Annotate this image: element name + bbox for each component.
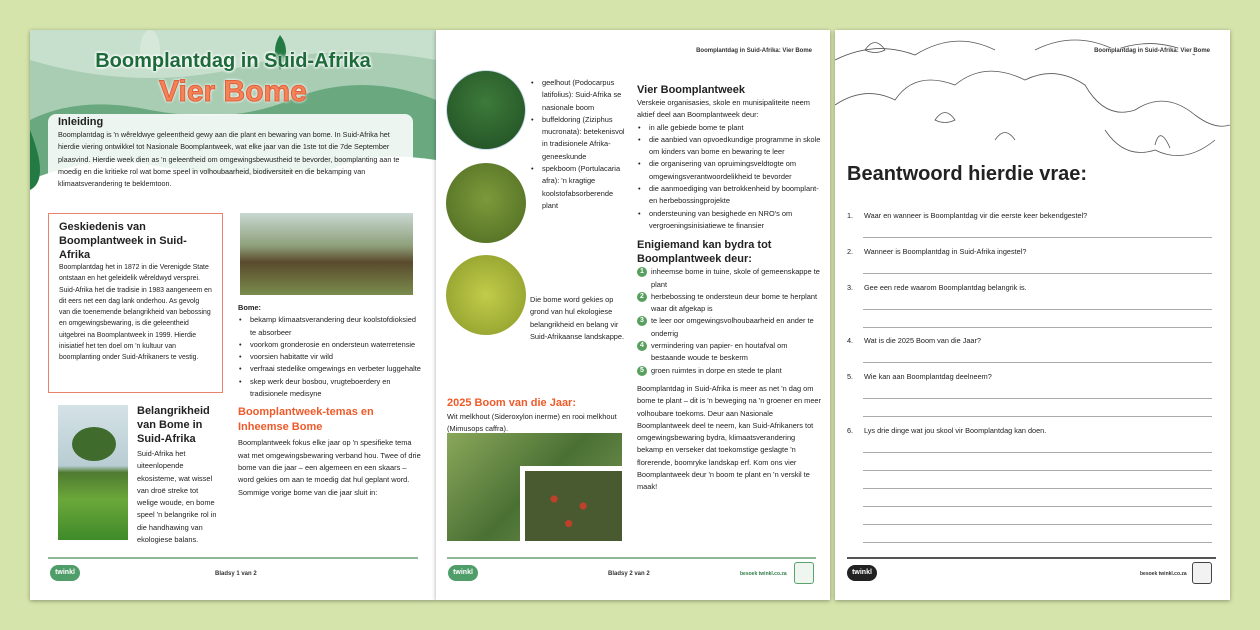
intro-text: Boomplantdag is 'n wêreldwye geleentheid gewy aan die plant en bewaring van bome. In Suid-Afrika het hierdie viering ontwikkel tot Nasionale Boomplantweek, wat elke jaar van die 1ste tot die 7de September plaasvind. Hierdie week dien as 'n geleentheid om omgewingsbewustheid te bevorder, boomplanting aan te moedig en die kritieke rol wat bome speel in volhoubaarheid, biodiversiteit en die bekamping van klimaatsverandering te beklemtoon. [58,130,400,189]
bome-list [238,314,423,400]
history-heading: Geskiedenis van Boomplantweek in Suid-Afrika [59,221,187,261]
list-item: • ondersteuning van besighede en NRO's om vergroeningsinisiatiewe te finansier [637,208,822,233]
list-item: • voorsien habitatte vir wild [238,351,423,363]
list-item: • geelhout (Podocarpus latifolius): Suid-Afrika se nasionale boom [530,77,626,114]
answer-line[interactable] [863,506,1212,507]
number-badge: 3 [637,316,647,326]
page-2 [436,30,830,600]
question-5: 5. Wie kan aan Boomplantdag deelneem? [847,372,992,381]
page-number: Bladsy 1 van 2 [215,571,257,577]
page-3 [835,30,1230,600]
page-number: Bladsy 2 van 2 [608,571,650,577]
melkhout-image [447,433,622,541]
list-item: • buffeldoring (Ziziphus mucronata): betekenisvol in tradisionele Afrika-geneeskunde [530,114,626,163]
question-4: 4. Wat is die 2025 Boom van die Jaar? [847,336,981,345]
contribute-heading: Enigiemand kan bydra tot Boomplantweek deur: [637,239,772,266]
list-item: • skep werk deur bosbou, vrugteboerdery en tradisionele medisyne [238,376,423,401]
list-item: 2 herbebossing te ondersteun deur bome te herplant waar dit afgekap is [637,291,822,316]
worksheet-title: Beantwoord hierdie vrae: [847,163,1088,185]
list-item: 1 inheemse bome in tuine, skole of gemeenskappe te plant [637,266,822,291]
twinkl-logo: twinkl [448,565,478,581]
list-item: • bekamp klimaatsverandering deur koolstofdioksied te absorbeer [238,314,423,339]
answer-line[interactable] [863,524,1212,525]
page-header: Boomplantdag in Suid-Afrika: Vier Bome [1094,48,1210,54]
question-1: 1. Waar en wanneer is Boomplantdag vir die eerste keer bekendgestel? [847,211,1088,220]
trees-list [530,77,626,212]
spekboom-image [446,255,526,335]
answer-line[interactable] [863,309,1212,310]
buffeldoring-image [446,163,526,243]
page-header: Boomplantdag in Suid-Afrika: Vier Bome [696,48,812,54]
website-link[interactable]: besoek twinkl.co.za [1140,571,1187,577]
geelhout-image [446,70,526,150]
footer-divider [48,557,418,559]
website-link[interactable]: besoek twinkl.co.za [740,571,787,577]
answer-line[interactable] [863,416,1212,417]
melkhout-fruit-image [520,466,622,541]
importance-heading: Belangrikheid van Bome in Suid-Afrika [137,405,210,445]
list-item: • verfraai stedelike omgewings en verbeter luggehalte [238,363,423,375]
themes-text: Boomplantweek fokus elke jaar op 'n spesifieke tema wat met omgewingsbewaring verband hou. Twee of drie bome van die jaar – een algemeen en een skaars – word gekies om aan te moedig dat hul geplant word. Sommige vorige bome van die jaar sluit in: [238,438,421,497]
answer-line[interactable] [863,273,1212,274]
tree-of-year-text: Wit melkhout (Sideroxylon inerme) en rooi melkhout (Mimusops caffra). [447,412,617,434]
answer-line[interactable] [863,362,1212,363]
page-1 [30,30,436,600]
answer-line[interactable] [863,452,1212,453]
answer-line[interactable] [863,327,1212,328]
twinkl-logo: twinkl [847,565,877,581]
list-item: • die aanmoediging van betrokkenheid by boomplant- en herbebossingprojekte [637,183,822,208]
history-box [48,213,223,393]
quality-badge-icon [1192,562,1212,584]
history-text: Boomplantdag het in 1872 in die Verenigde State ontstaan en het geleidelik wêreldwyd versprei. Suid-Afrika het die tradisie in 1983 aangeneem en dit eers net een dag lank onderhou. As gevolg van die toenemende belangrikheid van bebossing en omgewingsbewaring, is die geleentheid uitgebrei na Boomplantweek in 1999. Hierdie inisiatief het ten doel om 'n kultuur van boomplanting onder Suid-Afrikaners te vestig. [59,264,212,362]
list-item: • voorkom gronderosie en ondersteun waterretensie [238,339,423,351]
list-item: • die aanbied van opvoedkundige programme in skole om kinders van bome en bewaring te leer [637,134,822,159]
importance-text: Suid-Afrika het uiteenlopende ekosisteme, wat wissel van droë streke tot welige woude, en bome speel 'n belangrike rol in die handhawing van ekologiese balans. [137,449,217,545]
question-2: 2. Wanneer is Boomplantdag in Suid-Afrika ingestel? [847,247,1027,256]
leopard-tree-image [240,213,413,295]
list-item: • in alle gebiede bome te plant [637,122,822,134]
list-item: • die organisering van opruimingsveldtogte om omgewingsverantwoordelikheid te bevorder [637,158,822,183]
answer-line[interactable] [863,470,1212,471]
closing-text: Boomplantdag in Suid-Afrika is meer as net 'n dag om bome te plant – dit is 'n beweging na 'n groener en meer volhoubare toekoms. Deur aan Nasionale Boomplantweek deel te neem, kan Suid-Afrikaners tot omgewingsbewaring bydra, klimaatsverandering bekamp en verseker dat toekomstige geslagte 'n florerende, boomryke landskap erf. Kom ons vier Boomplantweek deur 'n boom te plant en 'n verskil te maak! [637,383,822,492]
intro-box [48,114,413,207]
twinkl-logo: twinkl [50,565,80,581]
list-item: 4 vermindering van papier- en houtafval om bestaande woude te beskerm [637,340,822,365]
themes-heading: Boomplantweek-temas en Inheemse Bome [238,406,374,434]
list-item: 5 groen ruimtes in dorpe en stede te plant [637,365,822,377]
trees-text: Die bome word gekies op grond van hul ekologiese belangrikheid en belang vir Suid-Afrikaanse landskappe. [530,295,625,341]
number-badge: 1 [637,267,647,277]
number-badge: 2 [637,292,647,302]
list-item: 3 te leer oor omgewingsvolhoubaarheid en ander te onderrig [637,315,822,340]
answer-line[interactable] [863,542,1212,543]
number-badge: 5 [637,366,647,376]
answer-line[interactable] [863,488,1212,489]
question-6: 6. Lys drie dinge wat jou skool vir Boomplantdag kan doen. [847,426,1047,435]
contribute-list [637,266,822,377]
celebrate-intro: Verskeie organisasies, skole en munisipaliteite neem aktief deel aan Boomplantweek deur: [637,98,810,120]
footer-divider [447,557,816,559]
tree-image [58,405,128,540]
footer-divider [847,557,1216,559]
bome-label: Bome: [238,303,261,312]
answer-line[interactable] [863,237,1212,238]
intro-heading: Inleiding [58,116,104,128]
question-3: 3. Gee een rede waarom Boomplantdag belangrik is. [847,283,1027,292]
document-subtitle: Vier Bome [159,75,307,108]
answer-line[interactable] [863,398,1212,399]
number-badge: 4 [637,341,647,351]
tree-of-year-heading: 2025 Boom van die Jaar: [447,397,577,409]
quality-badge-icon [794,562,814,584]
document-title: Boomplantdag in Suid-Afrika [95,50,371,72]
list-item: • spekboom (Portulacaria afra): 'n kragtige koolstofabsorberende plant [530,163,626,212]
celebrate-list [637,122,822,233]
celebrate-heading: Vier Boomplantweek [637,84,745,96]
